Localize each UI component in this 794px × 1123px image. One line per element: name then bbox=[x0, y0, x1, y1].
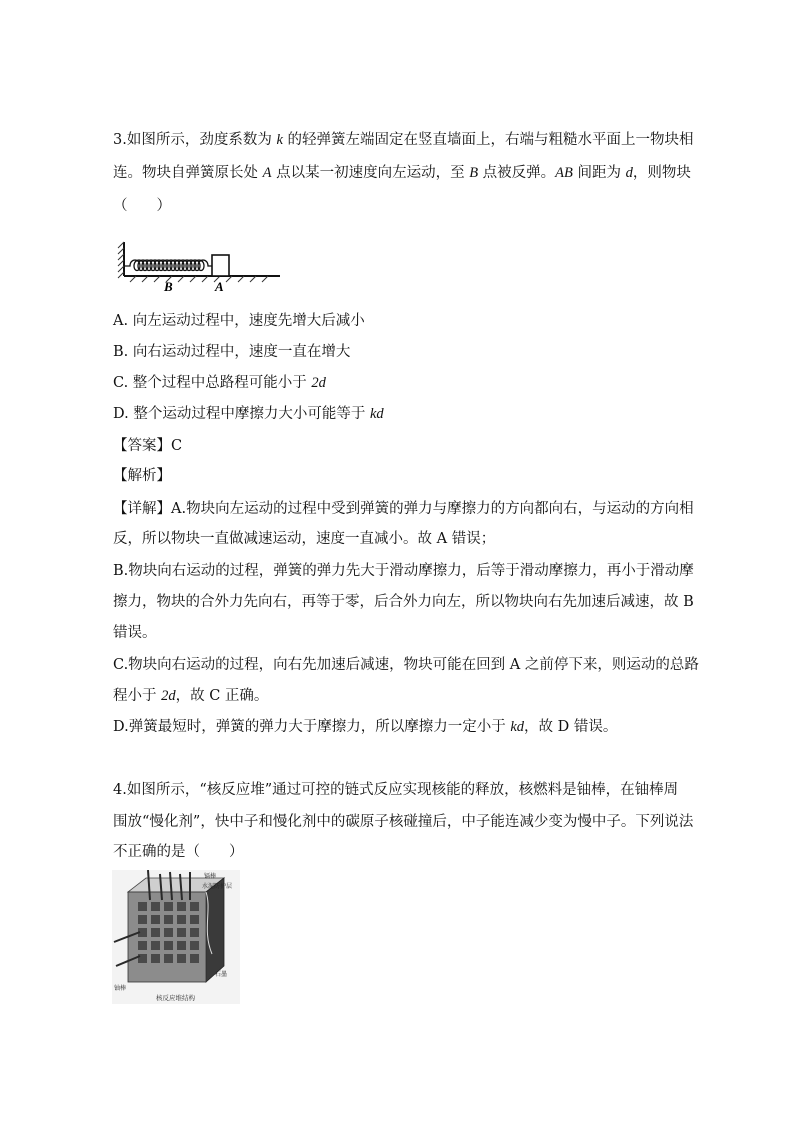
q3-detail-line-1: 【详解】A.物块向左运动的过程中受到弹簧的弹力与摩擦力的方向都向右，与运动的方向相 bbox=[113, 501, 694, 517]
block bbox=[212, 255, 229, 276]
q3-option-d: D. 整个运动过程中摩擦力大小可能等于 kd bbox=[113, 406, 384, 422]
figure-caption: 核反应堆结构 bbox=[156, 994, 195, 1002]
label-control-rod: 镉棒 bbox=[204, 873, 217, 880]
label-A: A bbox=[215, 279, 224, 292]
q3-option-b: B. 向右运动过程中，速度一直在增大 bbox=[113, 344, 351, 360]
q4-stem-line-1: 4.如图所示，“核反应堆”通过可控的链式反应实现核能的释放，核燃料是铀棒，在铀棒周 bbox=[113, 782, 679, 798]
reactor-side bbox=[206, 878, 224, 982]
q3-detail-line-3: B.物块向右运动的过程，弹簧的弹力先大于滑动摩擦力，后等于滑动摩擦力，再小于滑动摩 bbox=[113, 563, 694, 579]
q4-stem-line-3: 不正确的是（ ） bbox=[113, 844, 244, 860]
label-uranium: 铀棒 bbox=[114, 985, 127, 992]
q3-detail-line-5: 错误。 bbox=[113, 625, 157, 641]
q3-option-c: C. 整个过程中总路程可能小于 2d bbox=[113, 375, 326, 391]
q3-answer: 【答案】C bbox=[113, 438, 183, 454]
label-B: B bbox=[164, 279, 173, 292]
reactor-figure bbox=[112, 870, 240, 1004]
q3-stem-line-1: 3.如图所示，劲度系数为 k 的轻弹簧左端固定在竖直墙面上，右端与粗糙水平面上一物块相 bbox=[113, 132, 694, 148]
q3-stem-line-2: 连。物块自弹簧原长处 A 点以某一初速度向左运动，至 B 点被反弹。AB 间距为 d，则物块 bbox=[113, 165, 691, 181]
label-graphite: 石墨 bbox=[215, 971, 228, 978]
q3-analysis-heading: 【解析】 bbox=[113, 468, 171, 484]
q3-detail-line-6: C.物块向右运动的过程，向右先加速后减速，物块可能在回到 A 之前停下来，则运动的总路 bbox=[113, 657, 699, 673]
q4-stem-line-2: 围放“慢化剂”，快中子和慢化剂中的碳原子核碰撞后，中子能连减少变为慢中子。下列说法 bbox=[113, 814, 694, 830]
q3-stem-line-3: （ ） bbox=[113, 198, 171, 214]
q3-detail-line-7: 程小于 2d，故 C 正确。 bbox=[113, 688, 269, 704]
q3-option-a: A. 向左运动过程中，速度先增大后减小 bbox=[113, 313, 365, 329]
q3-detail-line-4: 擦力，物块的合外力先向右，再等于零，后合外力向左，所以物块向右先加速后减速，故 B bbox=[113, 594, 694, 610]
q3-detail-line-8: D.弹簧最短时，弹簧的弹力大于摩擦力，所以摩擦力一定小于 kd，故 D 错误。 bbox=[113, 719, 618, 735]
label-shield: 水泥防护层 bbox=[202, 883, 233, 890]
spring bbox=[124, 260, 212, 271]
spring-block-figure bbox=[116, 236, 282, 292]
q3-detail-line-2: 反，所以物块一直做减速运动，速度一直减小。故 A 错误； bbox=[113, 531, 496, 547]
